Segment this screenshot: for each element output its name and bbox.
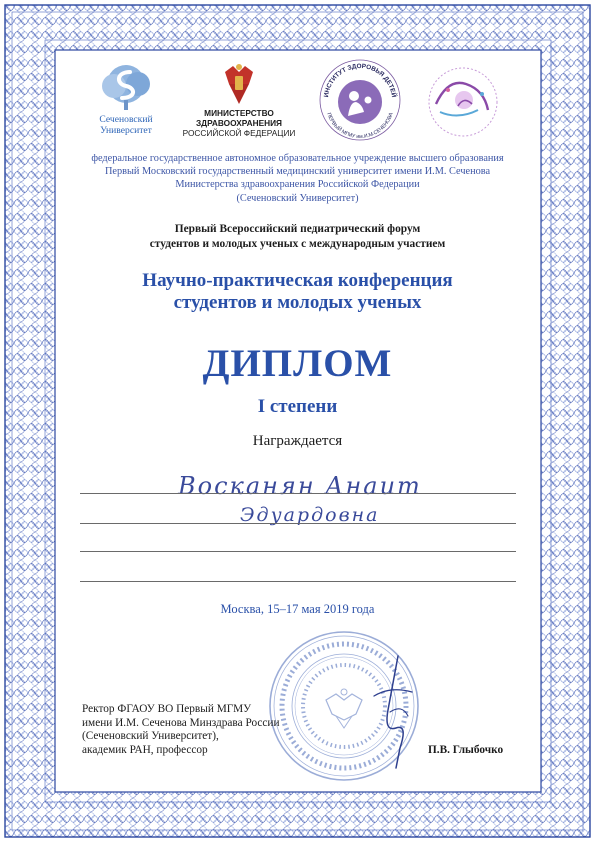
- institute-logo-arc-top: ИНСТИТУТ ЗДОРОВЬЯ ДЕТЕЙ: [323, 62, 397, 98]
- diploma-degree: I степени: [257, 396, 338, 417]
- forum-line1: Первый Всероссийский педиатрический форум: [174, 223, 421, 235]
- conference-line1: Научно-практическая конференция: [142, 270, 453, 291]
- institution-line3: Министерства здравоохранения Российской Федерации: [175, 179, 420, 191]
- signatory-line1: Ректор ФГАОУ ВО Первый МГМУ: [82, 703, 252, 715]
- parent-figure-icon: [349, 91, 359, 101]
- awarded-label: Награждается: [252, 433, 343, 449]
- sechenov-tree-icon: [86, 62, 166, 112]
- institution-line4: (Сеченовский Университет): [236, 192, 359, 204]
- forum-title: [0, 222, 595, 252]
- place-date: Москва, 15–17 мая 2019 года: [220, 602, 375, 616]
- sechenov-logo-line2: Университет: [100, 124, 152, 136]
- recipient-line-3: [80, 551, 516, 552]
- conference-line2: студентов и молодых ученых: [173, 292, 422, 313]
- child-figure-icon: [365, 97, 372, 104]
- recipient-patronymic: Эдуардовна: [240, 504, 380, 526]
- recipient-name: Восканян Анаит: [178, 472, 422, 500]
- recipient-line-2: [80, 523, 516, 524]
- institution-block: [0, 152, 595, 205]
- signatory-line3: (Сеченовский Университет),: [82, 730, 219, 742]
- signatory-line4: академик РАН, профессор: [82, 743, 208, 756]
- signatory-name: П.В. Глыбочко: [428, 744, 504, 756]
- institution-line1: федеральное государственное автономное образовательное учреждение высшего образования: [91, 153, 504, 164]
- minzdrav-logo-line3: РОССИЙСКОЙ ФЕДЕРАЦИИ: [182, 128, 296, 138]
- signatory-block: [82, 703, 382, 757]
- recipient-line-4: [80, 581, 516, 582]
- minzdrav-logo-line1: МИНИСТЕРСТВО: [204, 108, 274, 118]
- forum-emblem-logo: [418, 60, 508, 144]
- institution-line2: Первый Московский государственный медицинский университет имени И.М. Сеченова: [104, 166, 491, 178]
- institute-logo-arc-bottom: ПЕРВЫЙ МГМУ им.И.М.СЕЧЕНОВА: [325, 112, 395, 141]
- sechenov-logo: [86, 62, 166, 142]
- coat-of-arms-icon: [219, 62, 259, 106]
- sechenov-logo-line1: Сеченовский: [99, 114, 153, 125]
- minzdrav-logo-line2: ЗДРАВООХРАНЕНИЯ: [195, 118, 283, 128]
- signatory-line2: имени И.М. Сеченова Минздрава России: [82, 716, 280, 729]
- forum-line2: студентов и молодых ученых с международным участием: [149, 238, 446, 250]
- diploma-title: ДИПЛОМ: [202, 342, 393, 385]
- recipient-line-1: [80, 493, 516, 494]
- conference-title: [0, 270, 595, 314]
- minzdrav-logo: [176, 62, 302, 144]
- institute-logo: [318, 58, 402, 142]
